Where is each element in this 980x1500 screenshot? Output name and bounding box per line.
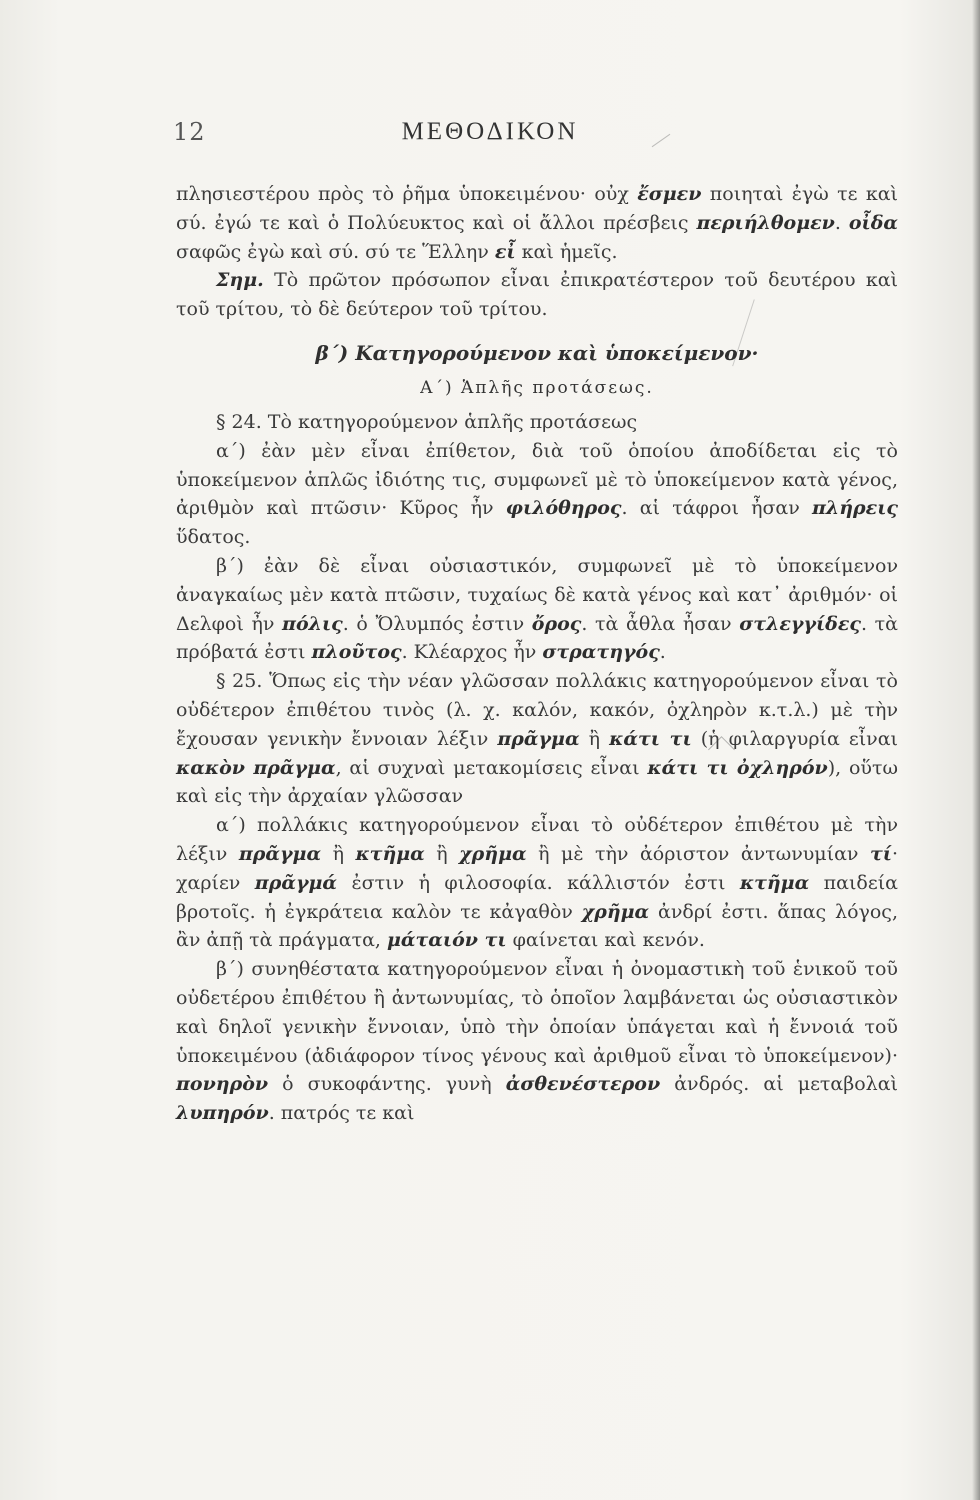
- note-paragraph: Σημ. Τὸ πρῶτον πρόσωπον εἶναι ἐπικρατέστερον τοῦ δευτέρου καὶ τοῦ τρίτου, τὸ δὲ δεύτερον τοῦ τρίτου.: [176, 269, 898, 321]
- note-label: Σημ.: [216, 269, 264, 292]
- section-24-intro: § 24. Τὸ κατηγορούμενον ἁπλῆς προτάσεως: [216, 410, 638, 433]
- section-24-rule-b: β΄) ἐὰν δὲ εἶναι οὐσιαστικόν, συμφωνεῖ μὲ τὸ ὑποκείμενον ἀναγκαίως μὲν κατὰ πτῶσιν, τυχαίως δὲ κατὰ γένος καὶ κατ᾽ ἀριθμόν· οἱ Δελφοὶ ἦν πόλις. ὁ Ὄλυμπός ἐστιν ὄρος. τὰ ἆθλα ἦσαν στλεγγίδες. τὰ πρόβατά ἐστι πλοῦτος. Κλέαρχος ἦν στρατηγός.: [176, 554, 899, 664]
- section-heading-beta: β΄) Κατηγορούμενον καὶ ὑποκείμενον·: [315, 340, 759, 365]
- section-24-rule-a: α΄) ἐὰν μὲν εἶναι ἐπίθετον, διὰ τοῦ ὁποίου ἀποδίδεται εἰς τὸ ὑποκείμενον ἁπλῶς ἰδιότης τις, συμφωνεῖ μὲ τὸ ὑποκείμενον κατὰ γένος, ἀριθμὸν καὶ πτῶσιν· Κῦρος ἦν φιλόθηρος. αἱ τάφροι ἦσαν πλήρεις ὕδατος.: [176, 439, 898, 549]
- section-25-intro: § 25. Ὅπως εἰς τὴν νέαν γλῶσσαν πολλάκις κατηγορούμενον εἶναι τὸ οὐδέτερον ἐπιθέτου τινὸς (λ. χ. καλόν, κακόν, ὀχληρὸν κ.τ.λ.) μὲ τὴν ἔχουσαν γενικὴν ἔννοιαν λέξιν πρᾶγμα ἢ κάτι τι (ἡ φιλαργυρία εἶναι κακὸν πρᾶγμα, αἱ συχναὶ μετακομίσεις εἶναι κάτι τι ὀχληρόν), οὕτω καὶ εἰς τὴν ἀρχαίαν γλῶσσαν: [176, 670, 898, 808]
- section-25-rule-a: α΄) πολλάκις κατηγορούμενον εἶναι τὸ οὐδέτερον ἐπιθέτου μὲ τὴν λέξιν πρᾶγμα ἢ κτῆμα ἢ χρῆμα ἢ μὲ τὴν ἀόριστον ἀντωνυμίαν τί· χαρίεν πρᾶγμά ἐστιν ἡ φιλοσοφία. κάλλιστόν ἐστι κτῆμα παιδεία βροτοῖς. ἡ ἐγκράτεια καλὸν τε κἀγαθὸν χρῆμα ἀνδρί ἐστι. ἅπας λόγος, ἂν ἀπῇ τὰ πράγματα, μάταιόν τι φαίνεται καὶ κενόν.: [176, 814, 898, 952]
- body-text: [176, 180, 898, 1128]
- page-header: [0, 118, 980, 158]
- scan-edge-shadow: [972, 0, 980, 1500]
- page-number: 12: [173, 118, 206, 146]
- paragraph-continuation: πλησιεστέρου πρὸς τὸ ῥῆμα ὑποκειμένου· οὐχ ἔσμεν ποιηταὶ ἐγὼ τε καὶ σύ. ἐγώ τε καὶ ὁ Πολύευκτος καὶ οἱ ἄλλοι πρέσβεις περιήλθομεν. οἶδα σαφῶς ἐγὼ καὶ σύ. σύ τε Ἕλλην εἶ καὶ ἡμεῖς.: [176, 183, 899, 263]
- subsection-heading-alpha: Α΄) Ἁπλῆς προτάσεως.: [420, 377, 654, 398]
- section-25-rule-b: β΄) συνηθέστατα κατηγορούμενον εἶναι ἡ ὀνομαστικὴ τοῦ ἑνικοῦ τοῦ οὐδετέρου ἐπιθέτου ἢ ἀντωνυμίας, τὸ ὁποῖον λαμβάνεται ὡς οὐσιαστικὸν καὶ δηλοῖ γενικὴν ἔννοιαν, ὑπὸ τὴν ὁποίαν ὑπάγεται καὶ ἡ ἔννοιά τοῦ ὑποκειμένου (ἀδιάφορον τίνος γένους καὶ ἀριθμοῦ εἶναι τὸ ὑποκείμενον)· πονηρὸν ὁ συκοφάντης. γυνὴ ἀσθενέστερον ἀνδρός. αἱ μεταβολαὶ λυπηρόν. πατρός τε καὶ: [176, 958, 899, 1125]
- running-head: ΜΕΘΟΔΙΚΟΝ: [401, 118, 579, 145]
